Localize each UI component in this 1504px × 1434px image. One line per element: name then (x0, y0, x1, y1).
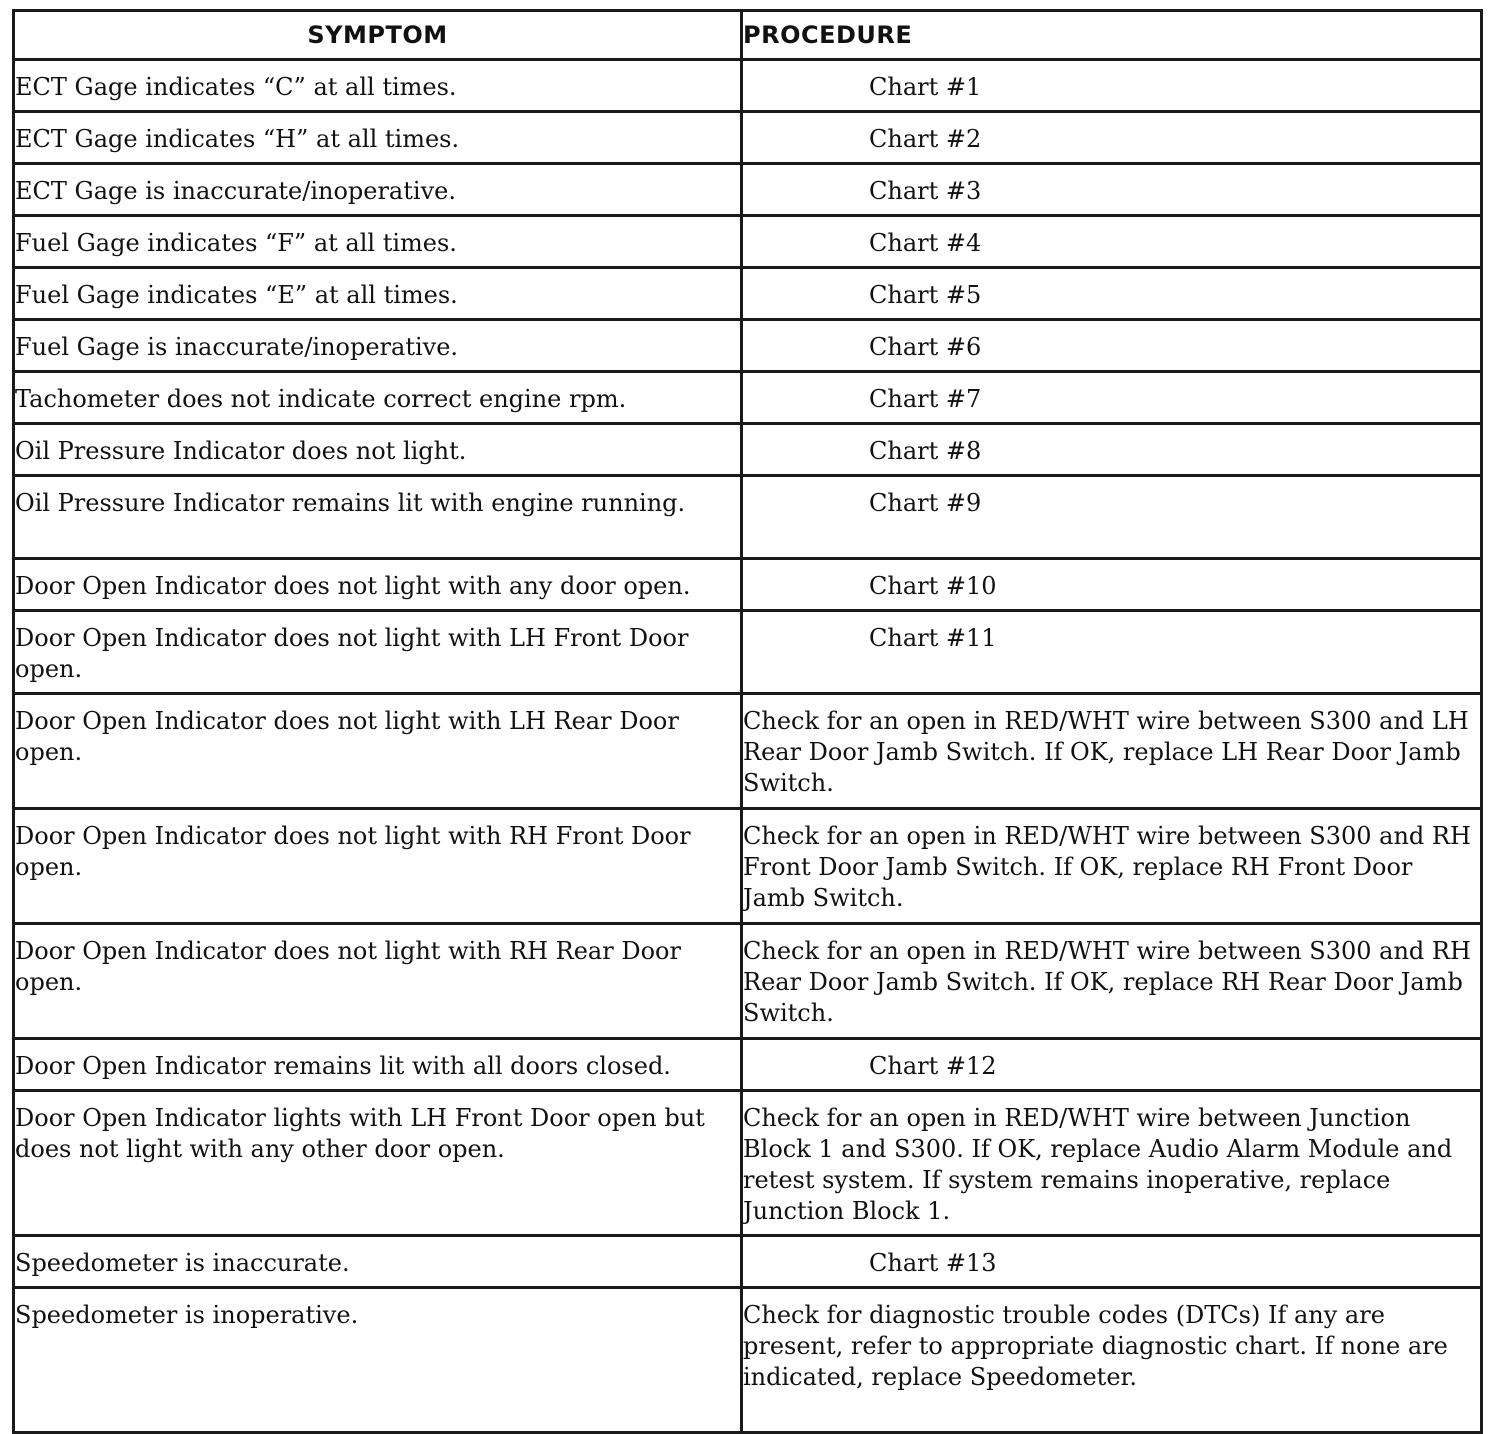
procedure-cell: Chart #8 (742, 424, 1482, 476)
procedure-column-header: PROCEDURE (742, 11, 1482, 60)
procedure-cell: Chart #1 (742, 60, 1482, 112)
table-row (14, 1236, 1482, 1288)
symptom-procedure-table (12, 9, 1483, 1434)
symptom-cell: Door Open Indicator remains lit with all doors closed. (14, 1039, 742, 1091)
table-row (14, 164, 1482, 216)
table-row (14, 559, 1482, 611)
table-row (14, 924, 1482, 1039)
symptom-cell: ECT Gage indicates “C” at all times. (14, 60, 742, 112)
symptom-cell: Door Open Indicator lights with LH Front Door open but does not light with any other door open. (14, 1091, 742, 1236)
table-row (14, 1091, 1482, 1236)
table-row (14, 424, 1482, 476)
symptom-cell: Tachometer does not indicate correct engine rpm. (14, 372, 742, 424)
procedure-cell: Check for an open in RED/WHT wire between S300 and RH Front Door Jamb Switch. If OK, replace RH Front Door Jamb Switch. (742, 809, 1482, 924)
procedure-cell: Check for an open in RED/WHT wire between S300 and LH Rear Door Jamb Switch. If OK, replace LH Rear Door Jamb Switch. (742, 694, 1482, 809)
procedure-cell: Chart #9 (742, 476, 1482, 559)
procedure-cell: Check for an open in RED/WHT wire between S300 and RH Rear Door Jamb Switch. If OK, replace RH Rear Door Jamb Switch. (742, 924, 1482, 1039)
symptom-cell: Fuel Gage is inaccurate/inoperative. (14, 320, 742, 372)
table-row (14, 694, 1482, 809)
procedure-cell: Chart #6 (742, 320, 1482, 372)
table-row (14, 216, 1482, 268)
symptom-cell: Oil Pressure Indicator does not light. (14, 424, 742, 476)
symptom-cell: ECT Gage is inaccurate/inoperative. (14, 164, 742, 216)
table-row (14, 809, 1482, 924)
symptom-cell: Door Open Indicator does not light with any door open. (14, 559, 742, 611)
symptom-cell: Fuel Gage indicates “E” at all times. (14, 268, 742, 320)
symptom-cell: Speedometer is inoperative. (14, 1288, 742, 1433)
symptom-cell: Oil Pressure Indicator remains lit with engine running. (14, 476, 742, 559)
symptom-cell: Speedometer is inaccurate. (14, 1236, 742, 1288)
table-row (14, 60, 1482, 112)
procedure-cell: Chart #3 (742, 164, 1482, 216)
table-row (14, 320, 1482, 372)
table-row (14, 112, 1482, 164)
table-row (14, 268, 1482, 320)
diagnosis-document (12, 9, 1480, 1434)
symptom-cell: Fuel Gage indicates “F” at all times. (14, 216, 742, 268)
symptom-cell: Door Open Indicator does not light with RH Front Door open. (14, 809, 742, 924)
table-row (14, 1039, 1482, 1091)
procedure-cell: Check for diagnostic trouble codes (DTCs) If any are present, refer to appropriate diagnostic chart. If none are indicated, replace Speedometer. (742, 1288, 1482, 1433)
procedure-cell: Chart #11 (742, 611, 1482, 694)
symptom-cell: ECT Gage indicates “H” at all times. (14, 112, 742, 164)
procedure-cell: Chart #4 (742, 216, 1482, 268)
symptom-cell: Door Open Indicator does not light with LH Front Door open. (14, 611, 742, 694)
symptom-cell: Door Open Indicator does not light with RH Rear Door open. (14, 924, 742, 1039)
procedure-cell: Chart #7 (742, 372, 1482, 424)
table-row (14, 1288, 1482, 1433)
procedure-cell: Chart #12 (742, 1039, 1482, 1091)
procedure-cell: Check for an open in RED/WHT wire between Junction Block 1 and S300. If OK, replace Audio Alarm Module and retest system. If system remains inoperative, replace Junction Block 1. (742, 1091, 1482, 1236)
table-row (14, 611, 1482, 694)
table-row (14, 372, 1482, 424)
procedure-cell: Chart #10 (742, 559, 1482, 611)
symptom-cell: Door Open Indicator does not light with LH Rear Door open. (14, 694, 742, 809)
procedure-cell: Chart #13 (742, 1236, 1482, 1288)
table-header-row (14, 11, 1482, 60)
procedure-cell: Chart #5 (742, 268, 1482, 320)
table-row (14, 476, 1482, 559)
symptom-column-header: SYMPTOM (14, 11, 742, 60)
procedure-cell: Chart #2 (742, 112, 1482, 164)
